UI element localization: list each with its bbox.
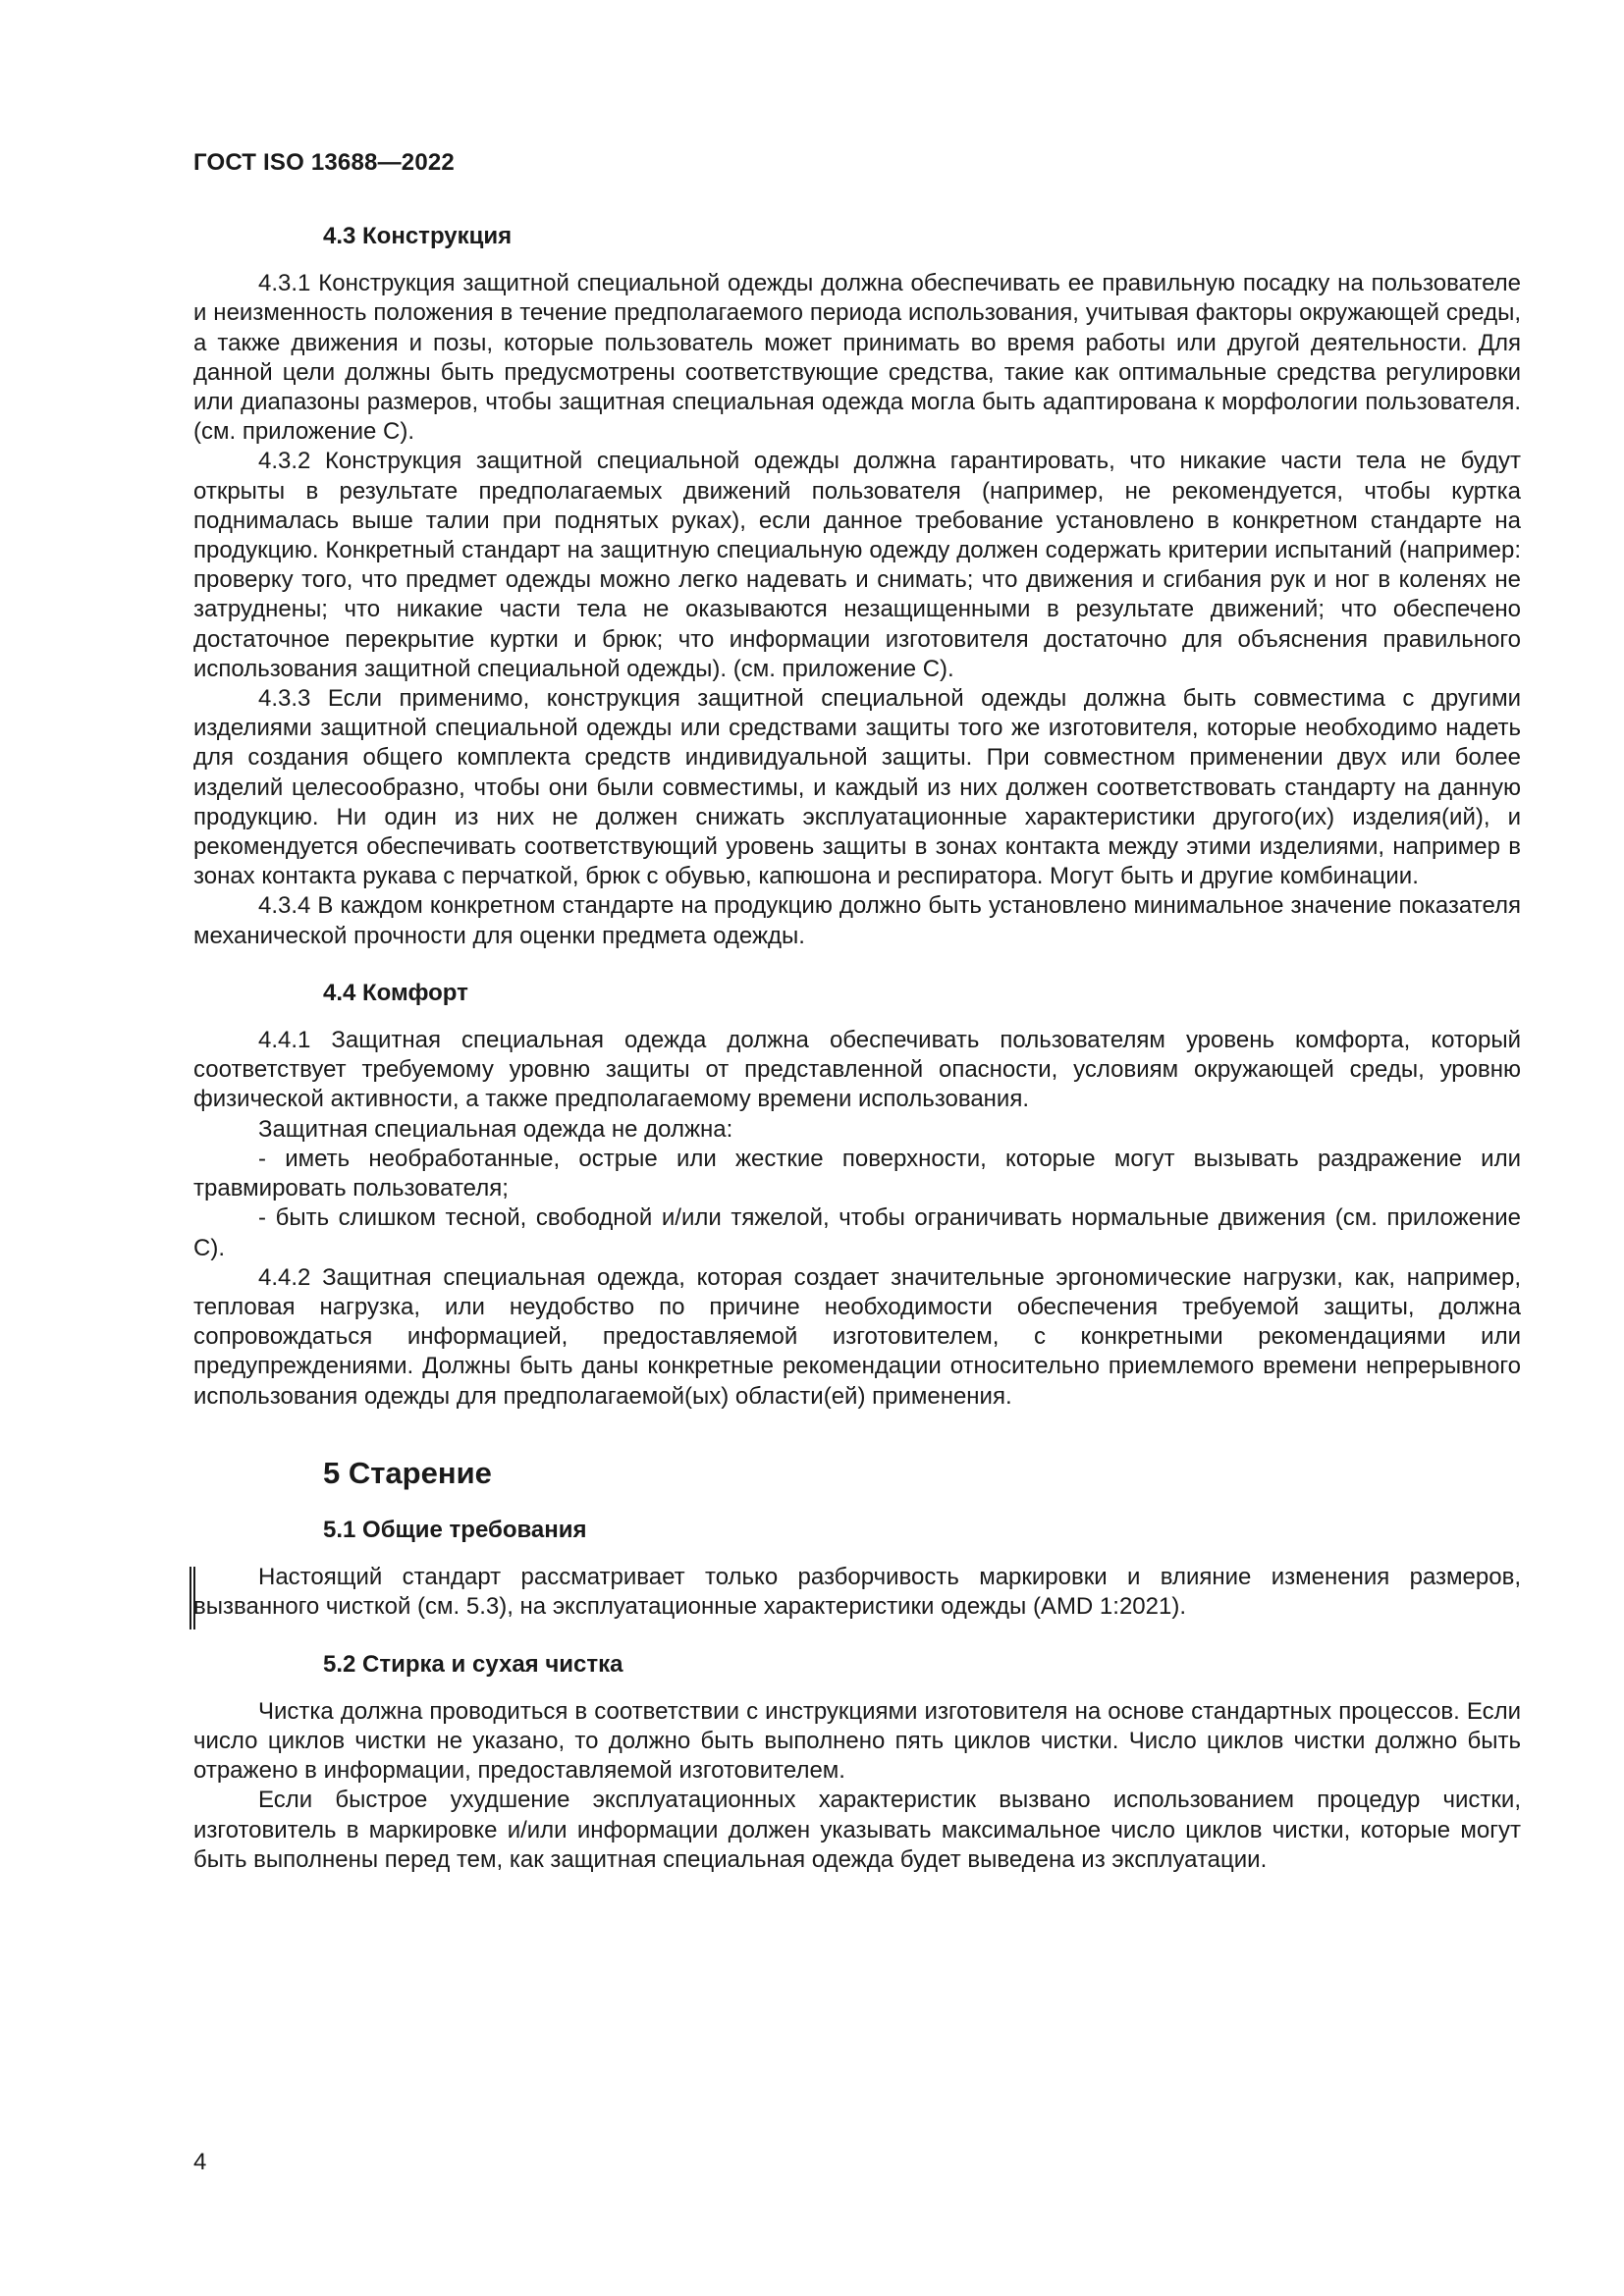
list-item-4-4-b: - быть слишком тесной, свободной и/или тяжелой, чтобы ограничивать нормальные движения (см. приложение С). bbox=[193, 1204, 1521, 1261]
paragraph-4-4-2: 4.4.2 Защитная специальная одежда, которая создает значительные эргономические нагрузки, как, например, тепловая нагрузка, или неудобство по причине необходимости обеспечения требуемой защиты, должна сопровождаться информацией, предоставляемой изготовителем, с конкретными рекомендациями или предупреждениями. Должны быть даны конкретные рекомендации относительно приемлемого времени непрерывного использования одежды для предполагаемой(ых) области(ей) применения. bbox=[193, 1263, 1521, 1410]
paragraph-4-3-4: 4.3.4 В каждом конкретном стандарте на продукцию должно быть установлено минимальное значение показателя механической прочности для оценки предмета одежды. bbox=[193, 892, 1521, 949]
section-heading-4-4: 4.4 Комфорт bbox=[323, 979, 468, 1006]
paragraph-4-4-1: 4.4.1 Защитная специальная одежда должна обеспечивать пользователям уровень комфорта, который соответствует требуемому уровню защиты от представленной опасности, условиям окружающей среды, уровню физической активности, а также предполагаемому времени использования. bbox=[193, 1027, 1521, 1113]
paragraph-4-4-intro: Защитная специальная одежда не должна: bbox=[258, 1115, 733, 1143]
page-number: 4 bbox=[193, 2149, 207, 2175]
paragraph-4-3-1: 4.3.1 Конструкция защитной специальной одежды должна обеспечивать ее правильную посадку на пользователе и неизменность положения в течение предполагаемого периода использования, учитывая факторы окружающей среды, а также движения и позы, которые пользователь может принимать во время работы или другой деятельности. Для данной цели должны быть предусмотрены соответствующие средства, такие как оптимальные средства регулировки или диапазоны размеров, чтобы защитная специальная одежда могла быть адаптирована к морфологии пользователя. (см. приложение С). bbox=[193, 270, 1521, 446]
amendment-marker bbox=[189, 1567, 195, 1629]
paragraph-5-2-1: Чистка должна проводиться в соответствии с инструкциями изготовителя на основе стандартных процессов. Если число циклов чистки не указано, то должно быть выполнено пять циклов чистки. Число циклов чистки должно быть отражено в информации, предоставляемой изготовителем. bbox=[193, 1697, 1521, 1785]
paragraph-4-3-3: 4.3.3 Если применимо, конструкция защитной специальной одежды должна быть совместима с другими изделиями защитной специальной одежды или средствами защиты того же изготовителя, которые необходимо надеть для создания общего комплекта средств индивидуальной защиты. При совместном применении двух или более изделий целесообразно, чтобы они были совместимы, и каждый из них должен соответствовать стандарту на данную продукцию. Ни один из них не должен снижать эксплуатационные характеристики другого(их) изделия(ий), и рекомендуется обеспечивать соответствующий уровень защиты в зонах контакта между этими изделиями, например в зонах контакта рукава с перчаткой, брюк с обувью, капюшона и респиратора. Могут быть и другие комбинации. bbox=[193, 685, 1521, 890]
paragraph-4-3-2: 4.3.2 Конструкция защитной специальной одежды должна гарантировать, что никакие части тела не будут открыты в результате предполагаемых движений пользователя (например, не рекомендуется, чтобы куртка поднималась выше талии при поднятых руках), если данное требование установлено в конкретном стандарте на продукцию. Конкретный стандарт на защитную специальную одежду должен содержать критерии испытаний (например: проверку того, что предмет одежды можно легко надевать и снимать; что движения и сгибания рук и ног в коленях не затруднены; что никакие части тела не оказываются незащищенными в результате движений; что обеспечено достаточное перекрытие куртки и брюк; что информации изготовителя достаточно для объяснения правильного использования защитной специальной одежды). (см. приложение С). bbox=[193, 448, 1521, 682]
section-heading-4-3: 4.3 Конструкция bbox=[323, 223, 513, 249]
amendment-block bbox=[193, 1563, 1521, 1622]
document-header: ГОСТ ISO 13688—2022 bbox=[193, 149, 455, 176]
section-heading-5: 5 Старение bbox=[323, 1455, 492, 1490]
section-heading-5-1: 5.1 Общие требования bbox=[323, 1516, 587, 1543]
section-heading-5-2: 5.2 Стирка и сухая чистка bbox=[323, 1650, 623, 1678]
list-item-4-4-a: - иметь необработанные, острые или жесткие поверхности, которые могут вызывать раздражение или травмировать пользователя; bbox=[193, 1145, 1521, 1202]
document-body bbox=[193, 222, 1521, 1875]
paragraph-5-2-2: Если быстрое ухудшение эксплуатационных характеристик вызвано использованием процедур чистки, изготовитель в маркировке и/или информации должен указывать максимальное число циклов чистки, которые могут быть выполнены перед тем, как защитная специальная одежда будет выведена из эксплуатации. bbox=[193, 1787, 1521, 1873]
paragraph-5-1: Настоящий стандарт рассматривает только разборчивость маркировки и влияние изменения размеров, вызванного чисткой (см. 5.3), на эксплуатационные характеристики одежды (AMD 1:2021). bbox=[193, 1564, 1521, 1621]
